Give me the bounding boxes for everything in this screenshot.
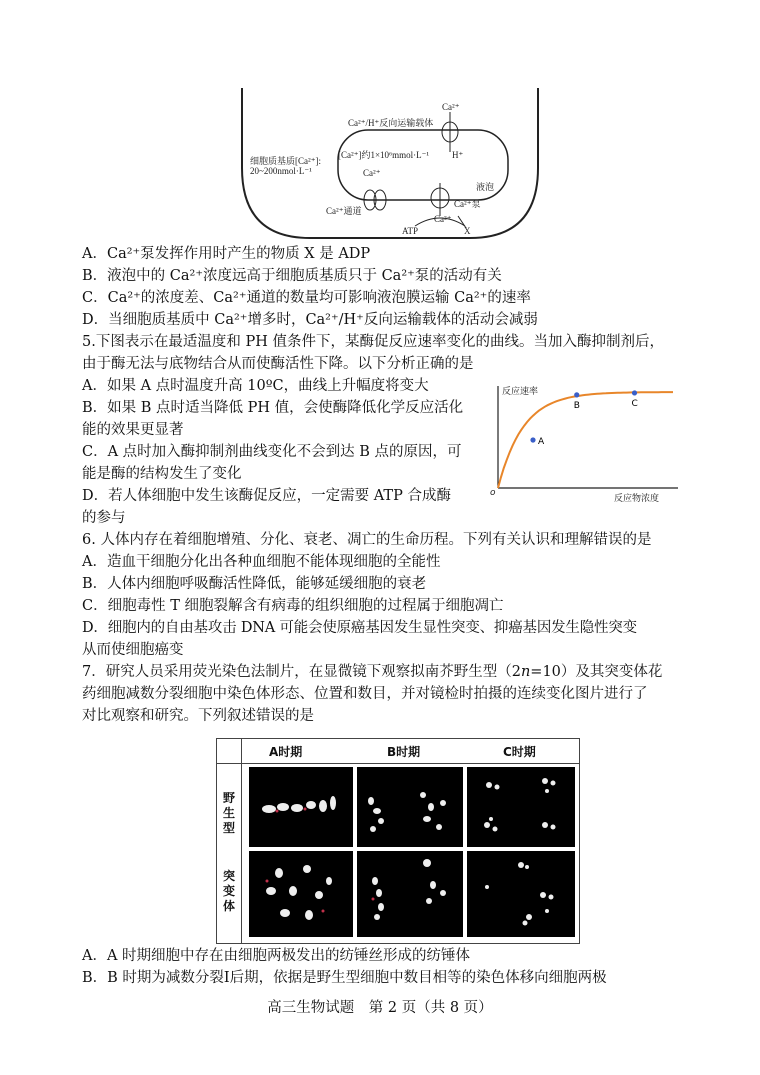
micrograph-mutant-b: [357, 851, 463, 937]
h-plus-label: H⁺: [452, 150, 464, 160]
chart-point-a: [530, 437, 535, 442]
q5-stem-2: 由于酶无法与底物结合从而使酶活性下降。以下分析正确的是: [82, 356, 474, 372]
q6-option-a: A．造血干细胞分化出各种血细胞不能体现细胞的全能性: [82, 554, 441, 570]
q5-option-d-1: D．若人体细胞中发生该酶促反应，一定需要 ATP 合成酶: [82, 488, 451, 504]
micrograph-wild-a: [249, 767, 353, 847]
chart-xlabel: 反应物浓度: [614, 494, 660, 504]
col-b-header: B时期: [387, 745, 421, 759]
q7-stem-2: 药细胞减数分裂细胞中染色体形态、位置和数目，并对镜检时拍摄的连续变化图片进行了: [82, 686, 648, 702]
q6-option-b: B．人体内细胞呼吸酶活性降低，能够延缓细胞的衰老: [82, 576, 427, 592]
chart-point-label-a: A: [538, 437, 545, 447]
chart-ylabel: 反应速率: [502, 387, 539, 397]
cytosol-label-1: 细胞质基质[Ca²⁺]:: [250, 156, 321, 166]
q4-option-c: C．Ca²⁺的浓度差、Ca²⁺通道的数量均可影响液泡膜运输 Ca²⁺的速率: [82, 290, 531, 306]
ca-in-label: Ca²⁺: [434, 214, 452, 224]
channel-ion-label: Ca²⁺: [363, 168, 381, 178]
q5-option-a: A．如果 A 点时温度升高 10ºC，曲线上升幅度将变大: [82, 378, 429, 394]
x-label: X: [464, 226, 471, 236]
page-footer: 高三生物试题 第 2 页（共 8 页）: [267, 1000, 493, 1016]
col-c-header: C时期: [503, 745, 536, 759]
q6-option-d-1: D．细胞内的自由基攻击 DNA 可能会使原癌基因发生显性突变、抑癌基因发生隐性突变: [82, 620, 637, 636]
q5-option-c-2: 能是酶的结构发生了变化: [82, 466, 242, 482]
q6-option-d-2: 从而使细胞癌变: [82, 642, 184, 658]
q6-stem: 6. 人体内存在着细胞增殖、分化、衰老、凋亡的生命历程。下列有关认识和理解错误的是: [82, 532, 652, 548]
q7-stem-1-n: n: [520, 664, 531, 680]
chart-point-label-b: B: [573, 400, 580, 411]
q7-stem-1: [82, 662, 662, 682]
row-wild-label: 野生型: [222, 791, 235, 835]
q4-option-a: A．Ca²⁺泵发挥作用时产生的物质 X 是 ADP: [82, 246, 371, 262]
micrograph-mutant-a: [249, 851, 353, 937]
row-mutant-label: 突变体: [222, 869, 235, 913]
chart-point-c: [632, 390, 637, 395]
chart-origin: o: [490, 488, 496, 498]
q5-stem-1: 5.下图表示在最适温度和 PH 值条件下，某酶促反应速率变化的曲线。当加入酶抑制剂后，: [82, 334, 664, 350]
enzyme-rate-chart-svg: [488, 378, 688, 508]
vacuole-conc-label: [Ca²⁺]约1×10⁶mmol·L⁻¹: [338, 150, 430, 160]
enzyme-rate-chart: [488, 378, 688, 508]
ca-top-label: Ca²⁺: [442, 102, 460, 112]
micrograph-wild-c: [467, 767, 575, 847]
q4-option-b: B．液泡中的 Ca²⁺浓度远高于细胞质基质只于 Ca²⁺泵的活动有关: [82, 268, 502, 284]
micrograph-wild-b: [357, 767, 463, 847]
q5-option-b-2: 能的效果更显著: [82, 422, 184, 438]
vacuole-label: 液泡: [476, 182, 495, 192]
micrograph-table: [216, 738, 580, 944]
q7-stem-1-b: =10）及其突变体花: [530, 664, 663, 680]
channel-label: Ca²⁺通道: [326, 206, 362, 216]
cell-diagram: [220, 88, 550, 248]
chart-point-b: [574, 392, 579, 397]
atp-label: ATP: [402, 226, 419, 236]
q7-option-a: A．A 时期细胞中存在由细胞两极发出的纺锤丝形成的纺锤体: [82, 948, 471, 964]
q7-stem-1-a: 7．研究人员采用荧光染色法制片，在显微镜下观察拟南芥野生型（2: [82, 664, 521, 680]
col-a-header: A时期: [269, 745, 303, 759]
q5-option-b-1: B．如果 B 点时适当降低 PH 值，会使酶降低化学反应活化: [82, 400, 464, 416]
q7-option-b: B．B 时期为减数分裂Ⅰ后期，依据是野生型细胞中数目相等的染色体移向细胞两极: [82, 970, 607, 986]
chart-point-label-c: C: [631, 398, 638, 409]
q5-option-c-1: C．A 点时加入酶抑制剂曲线变化不会到达 B 点的原因，可: [82, 444, 462, 460]
q4-option-d: D．当细胞质基质中 Ca²⁺增多时，Ca²⁺/H⁺反向运输载体的活动会减弱: [82, 312, 538, 328]
micrograph-mutant-c: [467, 851, 575, 937]
q5-option-d-2: 的参与: [82, 510, 126, 526]
rate-curve: [498, 392, 673, 488]
transporter-label: Ca²⁺/H⁺反向运输载体: [348, 118, 434, 128]
q6-option-c: C．细胞毒性 T 细胞裂解含有病毒的组织细胞的过程属于细胞凋亡: [82, 598, 504, 614]
pump-label: Ca²⁺泵: [454, 199, 481, 209]
cytosol-label-2: 20~200nmol·L⁻¹: [250, 166, 312, 176]
q7-stem-3: 对比观察和研究。下列叙述错误的是: [82, 708, 314, 724]
